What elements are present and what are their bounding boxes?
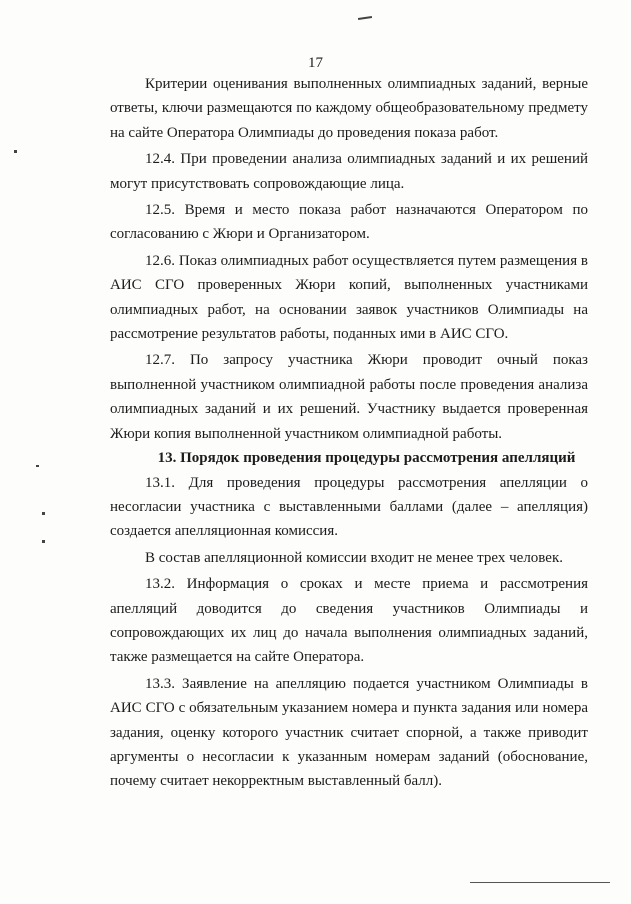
scan-mark-top: [358, 16, 372, 20]
paragraph-12-7: 12.7. По запросу участника Жюри проводит очный показ выполненной участником олимпиадной работы после проведения анализа олимпиадных заданий и их решений. Участнику выдается проверенная Жюри копия выполненной участником олимпиадной работы.: [110, 352, 588, 442]
paragraph-13-3: 13.3. Заявление на апелляцию подается участником Олимпиады в АИС СГО с обязательным указанием номера и пункта задания или номера задания, оценку которого участник считает спорной, а также приводит аргументы о несогласии к указанным номерам заданий (обоснование, почему считает некорректным выставленный балл).: [110, 675, 588, 790]
body-text: [110, 72, 588, 794]
scan-mark-left: [14, 150, 17, 153]
paragraph-12-6: 12.6. Показ олимпиадных работ осуществляется путем размещения в АИС СГО проверенных Жюри копий, выполненных участниками олимпиадных работ, на основании заявок участников Олимпиады на рассмотрение результатов работы, поданных ими в АИС СГО.: [110, 252, 588, 343]
scan-mark-left: [42, 540, 45, 543]
paragraph-criteria: Критерии оценивания выполненных олимпиадных заданий, верные ответы, ключи размещаются по каждому общеобразовательному предмету на сайте Оператора Олимпиады до проведения показа работ.: [110, 76, 588, 141]
paragraph-commission: В состав апелляционной комиссии входит не менее трех человек.: [145, 549, 564, 566]
paragraph-13-2: 13.2. Информация о сроках и месте приема и рассмотрения апелляций доводится до сведения участников Олимпиады и сопровождающих их лиц до начала выполнения олимпиадных заданий, также размещается на сайте Оператора.: [110, 576, 588, 666]
paragraph-12-4: 12.4. При проведении анализа олимпиадных заданий и их решений могут присутствовать сопровождающие лица.: [110, 151, 588, 192]
scan-mark-left: [42, 512, 45, 515]
page-number: 17: [308, 55, 323, 71]
paragraph-12-5: 12.5. Время и место показа работ назначаются Оператором по согласованию с Жюри и Организатором.: [110, 202, 588, 243]
section-heading: 13. Порядок проведения процедуры рассмотрения апелляций: [157, 450, 576, 467]
paragraph-13-1: 13.1. Для проведения процедуры рассмотрения апелляции о несогласии участника с выставленными баллами (далее – апелляция) создается апелляционная комиссия.: [110, 474, 588, 540]
footer-rule: [470, 882, 610, 883]
scan-mark-left: [36, 465, 39, 467]
